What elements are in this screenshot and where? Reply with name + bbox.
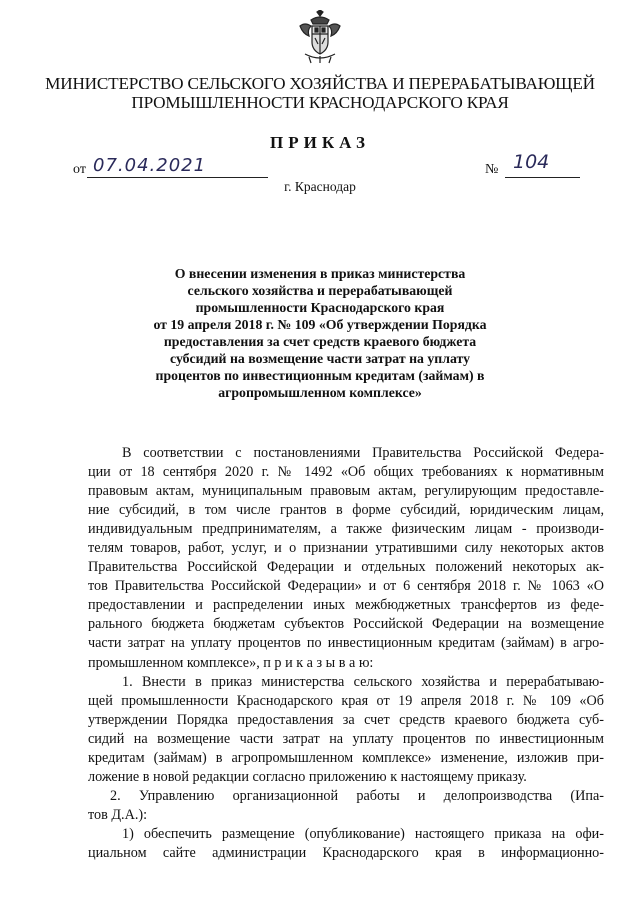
body-line: промышленном комплексе», п р и к а з ы в а ю: (88, 654, 374, 671)
body-line: тов Правительства Российской Федерации» и от 6 сентября 2018 г. № 1063 «О (88, 578, 604, 595)
body-line: В соответствии с постановлениями Правительства Российской Федера- (122, 445, 604, 461)
body-line: тов Д.А.): (88, 806, 148, 823)
ministry-name-line: ПРОМЫШЛЕННОСТИ КРАСНОДАРСКОГО КРАЯ (131, 93, 509, 112)
order-title (100, 265, 540, 401)
coat-of-arms-icon (297, 10, 343, 64)
handwritten-number: 104 (505, 151, 580, 178)
body-line: щей промышленности Краснодарского края от 19 апреля 2018 г. № 109 «Об (88, 692, 604, 709)
date-prefix: от (73, 162, 86, 177)
title-line: сельского хозяйства и перерабатывающей (187, 283, 453, 298)
body-line: 1) обеспечить размещение (опубликование) настоящего приказа на офи- (122, 825, 604, 842)
document-type-heading: ПРИКАЗ (270, 133, 370, 152)
title-line: от 19 апреля 2018 г. № 109 «Об утверждении Порядка (153, 317, 487, 332)
number-prefix: № (485, 162, 499, 177)
body-line: части затрат на уплату процентов по инвестиционным кредитам (займам) в агро- (88, 635, 604, 652)
title-line: агропромышленном комплексе» (218, 385, 422, 400)
body-line: утверждении Порядка предоставления за счет средств краевого бюджета суб- (88, 711, 604, 728)
title-line: предоставления за счет средств краевого бюджета (163, 334, 477, 349)
body-line: ние субсидий, в том числе грантов в форме субсидий, юридическим лицам, (88, 502, 604, 519)
body-line: предоставлении и распределении иных межбюджетных трансфертов из феде- (88, 597, 604, 614)
handwritten-date: 07.04.2021 (87, 155, 268, 178)
body-line: ции от 18 сентября 2020 г. № 1492 «Об общих требованиях к нормативным (88, 464, 604, 481)
body-line: кредитам (займам) в агропромышленном комплексе» изменение, изложив при- (88, 749, 604, 766)
body-line: 1. Внести в приказ министерства сельского хозяйства и перерабатываю- (122, 673, 604, 690)
title-line: процентов по инвестиционным кредитам (займам) в (155, 368, 485, 383)
body-line: сидий на возмещение части затрат на уплату процентов по инвестиционным (88, 730, 604, 747)
ministry-name (40, 74, 600, 112)
body-line: Правительства Российской Федерации и отдельных положений некоторых ак- (88, 559, 604, 576)
body-line: правовым актам, муниципальным правовым актам, регулирующим предоставле- (88, 483, 604, 500)
body-line: ложение в новой редакции согласно приложению к настоящему приказу. (88, 768, 527, 785)
title-line: промышленности Краснодарского края (195, 300, 445, 315)
date-number-line (73, 151, 568, 179)
body-line: циальном сайте администрации Краснодарского края в информационно- (88, 844, 604, 861)
title-line: субсидий на возмещение части затрат на уплату (170, 351, 470, 366)
body-line: индивидуальным предпринимателям, а также физическим лицам - производи- (88, 521, 604, 538)
order-body (88, 444, 604, 863)
body-line: 2. Управлению организационной работы и делопроизводства (Ипа- (110, 787, 604, 804)
body-line: телям товаров, работ, услуг, и о признании утратившими силу некоторых актов (88, 540, 604, 557)
ministry-name-line: МИНИСТЕРСТВО СЕЛЬСКОГО ХОЗЯЙСТВА И ПЕРЕРАБАТЫВАЮЩЕЙ (45, 74, 595, 93)
city: г. Краснодар (284, 179, 356, 194)
title-line: О внесении изменения в приказ министерства (174, 266, 466, 281)
body-line: рального бюджета бюджетам субъектов Российской Федерации на возмещение (88, 616, 604, 633)
